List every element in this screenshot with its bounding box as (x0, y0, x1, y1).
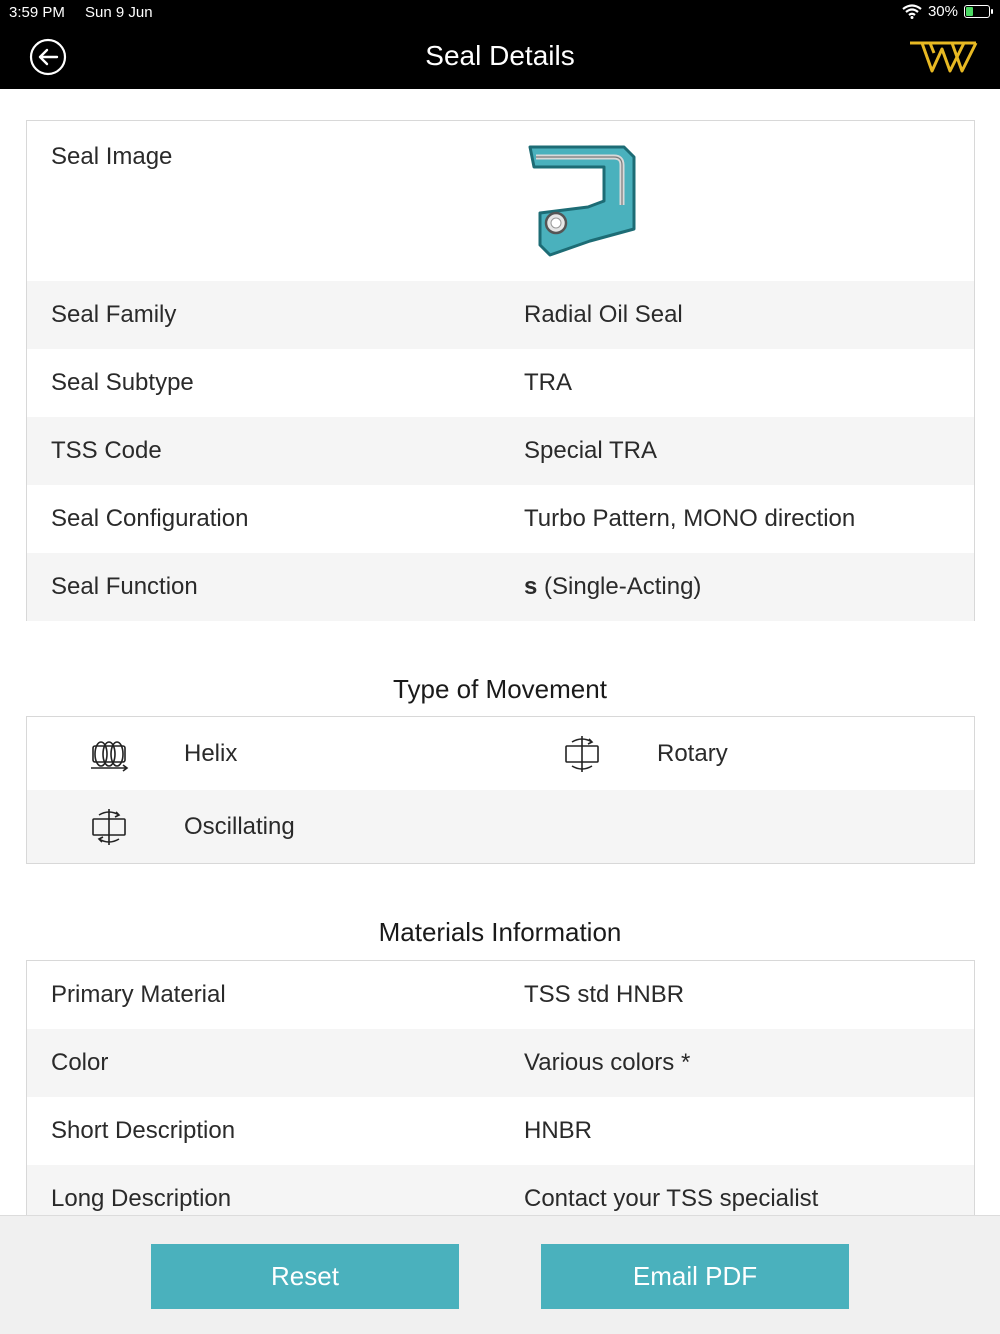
detail-value (524, 573, 701, 601)
movement-section-title: Type of Movement (393, 674, 607, 704)
material-value: TSS std HNBR (524, 981, 685, 1008)
status-date: Sun 9 Jun (85, 4, 153, 21)
detail-value: TRA (524, 369, 572, 396)
material-row-short-description (27, 1097, 974, 1165)
seal-image-label: Seal Image (51, 143, 173, 170)
material-value: Contact your TSS specialist (524, 1185, 819, 1212)
navigation-bar (0, 26, 1000, 89)
status-time: 3:59 PM (9, 4, 65, 21)
detail-row-seal-subtype (27, 349, 974, 417)
material-row-color (27, 1029, 974, 1097)
movement-label-helix: Helix (184, 740, 238, 767)
material-value: HNBR (524, 1117, 593, 1144)
movement-card (26, 716, 975, 864)
material-label: Color (51, 1049, 109, 1076)
page-title: Seal Details (425, 40, 575, 71)
bottom-action-bar (0, 1215, 1000, 1334)
detail-label: Seal Family (51, 301, 177, 328)
oscillating-icon (89, 807, 129, 847)
detail-row-seal-family (27, 281, 974, 349)
detail-label: Seal Configuration (51, 505, 249, 532)
company-logo-icon (908, 39, 978, 75)
detail-label: Seal Subtype (51, 369, 194, 396)
detail-row-seal-configuration (27, 485, 974, 553)
seal-image-row (27, 121, 974, 281)
email-pdf-button[interactable]: Email PDF (541, 1244, 849, 1309)
movement-label-oscillating: Oscillating (184, 813, 295, 840)
material-label: Primary Material (51, 981, 226, 1008)
material-label: Long Description (51, 1185, 232, 1212)
status-right (902, 3, 990, 20)
battery-percent: 30% (927, 3, 958, 20)
detail-label: TSS Code (51, 437, 162, 464)
detail-value: Turbo Pattern, MONO direction (524, 505, 856, 532)
material-label: Short Description (51, 1117, 236, 1144)
seal-function-code: s (524, 573, 538, 600)
detail-value: Special TRA (524, 437, 657, 464)
seal-image (524, 141, 640, 257)
seal-details-card (26, 120, 975, 621)
movement-label-rotary: Rotary (657, 740, 728, 767)
seal-function-text: (Single-Acting) (544, 573, 702, 600)
material-row-primary (27, 961, 974, 1029)
status-bar (0, 0, 1000, 26)
materials-section-title: Materials Information (378, 917, 622, 947)
movement-row-2 (27, 790, 974, 863)
detail-row-seal-function (27, 553, 974, 621)
helix-icon (89, 734, 129, 774)
reset-button[interactable]: Reset (151, 1244, 459, 1309)
material-value: Various colors * (524, 1049, 691, 1076)
wifi-icon (902, 4, 922, 19)
detail-label: Seal Function (51, 573, 198, 600)
movement-row-1 (27, 717, 974, 790)
detail-row-tss-code (27, 417, 974, 485)
rotary-icon (562, 734, 602, 774)
detail-value: Radial Oil Seal (524, 301, 683, 328)
battery-icon (964, 5, 990, 18)
